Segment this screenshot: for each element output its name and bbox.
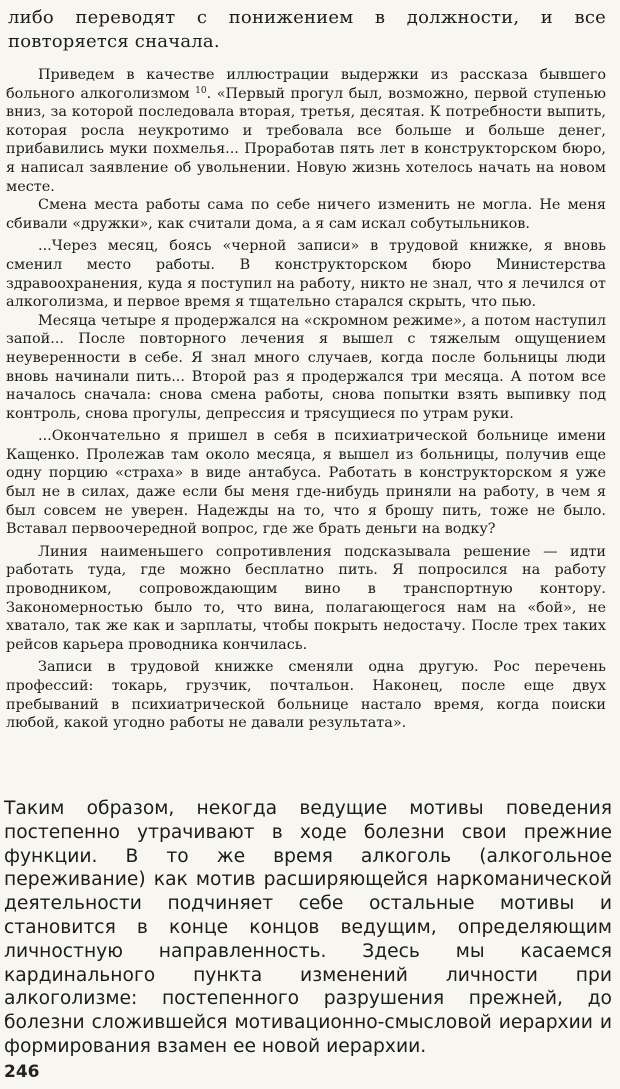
quote-paragraph-7: Записи в трудовой книжке сменяли одна другую. Рос перечень профессий: токарь, грузчик, почтальон. Наконец, после еще двух пребываний в психиатрической больнице настало время, когда поиски любой, какой угодно работы не давали результата». [6, 659, 606, 732]
lead-paragraph: либо переводят с понижением в должности, и все повторяется сначала. [8, 7, 606, 52]
quote-p1-text-a: Приведем в качестве иллюстрации выдержки из рассказа бывшего больного алкоголизмом [6, 67, 606, 102]
quote-paragraph-1 [6, 66, 606, 196]
footnote-marker: 10 [195, 85, 207, 96]
quotation-block [6, 66, 606, 733]
page-number: 246 [4, 1062, 40, 1082]
quote-paragraph-2: Смена места работы сама по себе ничего изменить не могла. Не меня сбивали «дружки», как считали дома, а я сам искал собутыльников. [6, 197, 606, 232]
quote-p1-text-b: . «Первый прогул был, возможно, первой ступенью вниз, за которой последовала вторая, третья, десятая. К потребности выпить, которая росла неукротимо и требовала все больше и больше денег, прибавились муки похмелья... Проработав пять лет в конструкторском бюро, я написал заявление об увольнении. Новую жизнь хотелось начать на новом месте. [6, 85, 606, 195]
quote-paragraph-3: ...Через месяц, боясь «черной записи» в трудовой книжке, я вновь сменил место работы. В конструкторском бюро Министерства здравоохранения, куда я поступил на работу, никто не знал, что я лечился от алкоголизма, и первое время я тщательно старался скрыть, что пью. [6, 238, 606, 311]
quote-paragraph-5: ...Окончательно я пришел в себя в психиатрической больнице имени Кащенко. Пролежав там около месяца, я вышел из больницы, получив еще одну порцию «страха» в виде антабуса. Работать в конструкторском я уже был не в силах, даже если бы меня где-нибудь приняли на работу, в чем я был совсем не уверен. Надежды на то, что я брошу пить, тоже не было. Вставал первоочередной вопрос, где же брать деньги на водку? [6, 428, 606, 538]
main-paragraph: Таким образом, некогда ведущие мотивы поведения постепенно утрачивают в ходе болезни свои прежние функции. В то же время алкоголь (алкогольное переживание) как мотив расширяющейся наркоманической деятельности подчиняет себе остальные мотивы и становится в конце концов ведущим, определяющим личностную направленность. Здесь мы касаемся кардинального пункта изменений личности при алкоголизме: постепенного разрушения прежней, до болезни сложившейся мотивационно-смысловой иерархии и формирования взамен ее новой иерархии. [4, 798, 612, 1057]
quote-paragraph-6: Линия наименьшего сопротивления подсказывала решение — идти работать туда, где можно бесплатно пить. Я попросился на работу проводником, сопровождающим вино в транспортную контору. Закономерностью было то, что вина, полагающегося нам на «бой», не хватало, так же как и зарплаты, чтобы покрыть недостачу. После трех таких рейсов карьера проводника кончилась. [6, 543, 606, 653]
quote-paragraph-4: Месяца четыре я продержался на «скромном режиме», а потом наступил запой... После повторного лечения я вышел с тяжелым ощущением неуверенности в себе. Я знал много случаев, когда после больницы люди вновь начинали пить... Второй раз я продержался три месяца. А потом все началось сначала: снова смена работы, снова попытки взять выпивку под контроль, снова прогулы, депрессия и трясущиеся по утрам руки. [6, 312, 606, 422]
